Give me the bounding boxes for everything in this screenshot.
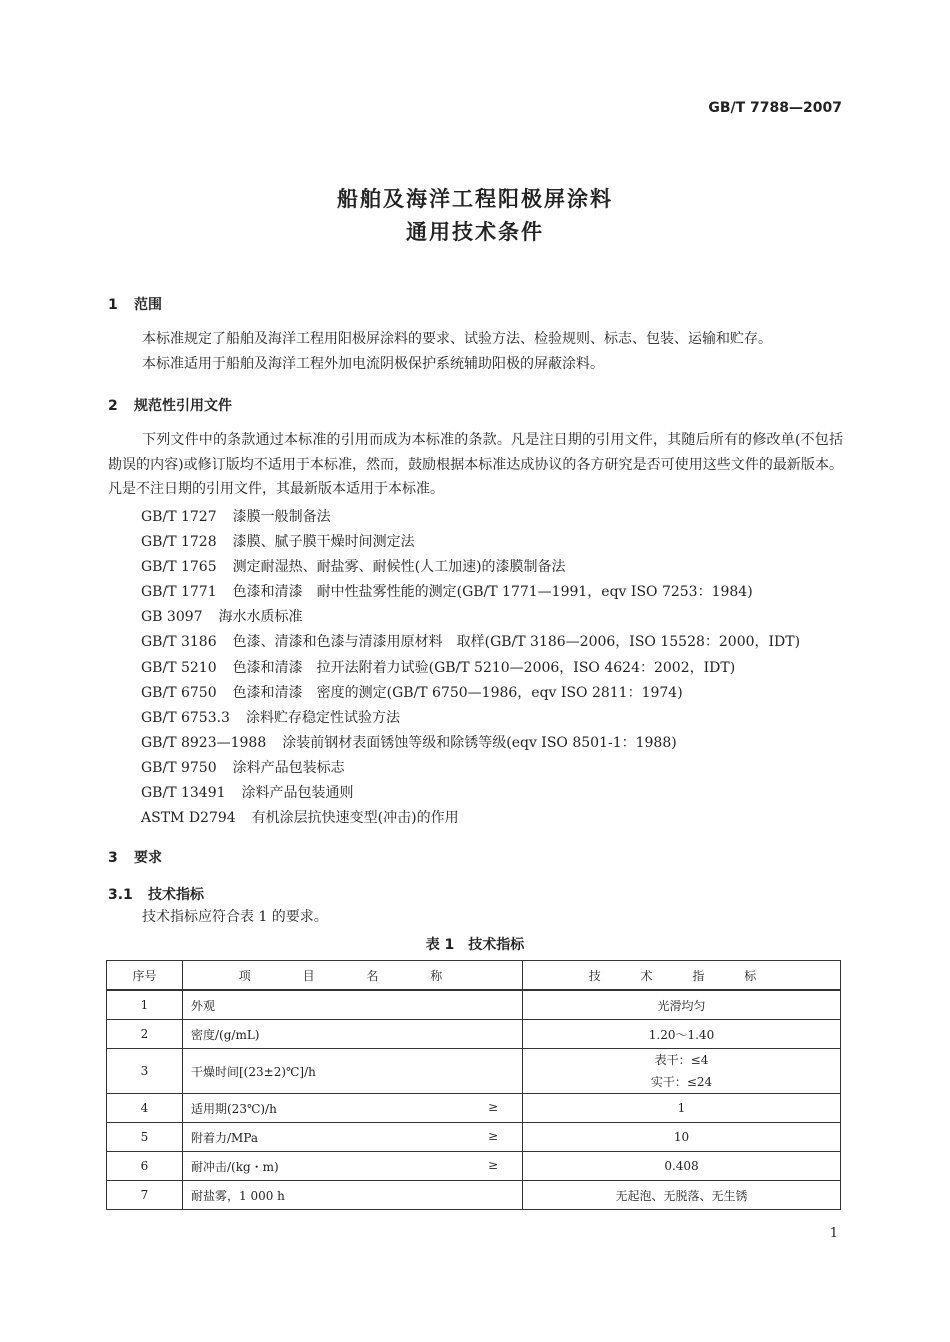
subsection-3-1-heading xyxy=(108,884,204,904)
table-row: 5 附着力/MPa ≥ 10 xyxy=(107,1123,841,1152)
section-2-heading xyxy=(108,395,232,415)
section-2-body xyxy=(108,428,843,502)
section-1-body xyxy=(108,327,843,376)
page-number: 1 xyxy=(829,1226,838,1241)
reference-item: GB/T 9750 涂料产品包装标志 xyxy=(141,759,345,776)
section-number: 1 xyxy=(108,297,118,313)
reference-item: GB/T 1727 漆膜一般制备法 xyxy=(141,509,331,525)
normative-references-list xyxy=(141,505,800,831)
reference-item: GB/T 5210 色漆和清漆 拉开法附着力试验(GB/T 5210—2006，ISO 4624：2002，IDT) xyxy=(141,659,736,676)
table-row: 2 密度/(g/mL) 1.20～1.40 xyxy=(107,1020,841,1049)
reference-item: GB/T 1771 色漆和清漆 耐中性盐雾性能的测定(GB/T 1771—1991，eqv ISO 7253：1984) xyxy=(141,584,753,601)
section-title: 规范性引用文件 xyxy=(134,398,232,414)
header-no: 序号 xyxy=(107,961,183,991)
document-title-line1: 船舶及海洋工程阳极屏涂料 xyxy=(337,187,613,211)
reference-item: GB/T 1728 漆膜、腻子膜干燥时间测定法 xyxy=(141,534,415,551)
reference-item: GB/T 6753.3 涂料贮存稳定性试验方法 xyxy=(141,709,400,726)
document-title-line2: 通用技术条件 xyxy=(406,220,544,244)
section-title: 范围 xyxy=(134,297,162,313)
reference-item: GB/T 13491 涂料产品包装通则 xyxy=(141,785,354,802)
reference-item: GB/T 8923—1988 涂装前钢材表面锈蚀等级和除锈等级(eqv ISO 8501-1：1988) xyxy=(141,734,677,751)
section-3-heading xyxy=(108,847,162,867)
paragraph: 下列文件中的条款通过本标准的引用而成为本标准的条款。凡是注日期的引用文件，其随后所有的修改单(不包括勘误的内容)或修订版均不适用于本标准，然而，鼓励根据本标准达成协议的各方研究是否可使用这些文件的最新版本。凡是不注日期的引用文件，其最新版本适用于本标准。 xyxy=(108,432,843,497)
reference-item: ASTM D2794 有机涂层抗快速变型(冲击)的作用 xyxy=(141,810,459,827)
subsection-3-1-body xyxy=(108,905,843,930)
standard-code: GB/T 7788—2007 xyxy=(708,100,842,116)
reference-item: GB/T 6750 色漆和清漆 密度的测定(GB/T 6750—1986，eqv ISO 2811：1974) xyxy=(141,684,683,701)
table-row: 6 耐冲击/(kg・m) ≥ 0.408 xyxy=(107,1152,841,1181)
section-title: 要求 xyxy=(134,850,162,866)
technical-indicators-table xyxy=(106,960,841,1210)
table-caption: 表 1 技术指标 xyxy=(425,937,525,953)
table-row: 3 干燥时间[(23±2)℃]/h 表干：≤4 实干：≤24 xyxy=(107,1049,841,1094)
header-indicator: 技 术 指 标 xyxy=(523,961,841,991)
table-row: 1 外观 光滑均匀 xyxy=(107,990,841,1020)
table-row: 7 耐盐雾，1 000 h 无起泡、无脱落、无生锈 xyxy=(107,1181,841,1210)
reference-item: GB 3097 海水水质标准 xyxy=(141,609,303,626)
paragraph: 技术指标应符合表 1 的要求。 xyxy=(142,909,328,925)
subsection-title: 技术指标 xyxy=(148,887,204,903)
reference-item: GB/T 3186 色漆、清漆和色漆与清漆用原材料 取样(GB/T 3186—2006，ISO 15528：2000，IDT) xyxy=(141,634,801,651)
section-1-heading xyxy=(108,294,162,314)
section-number: 3 xyxy=(108,850,118,866)
paragraph: 本标准规定了船舶及海洋工程用阳极屏涂料的要求、试验方法、检验规则、标志、包装、运输和贮存。 xyxy=(142,331,772,347)
header-item-name: 项 目 名 称 xyxy=(183,961,523,991)
subsection-number: 3.1 xyxy=(108,887,133,903)
table-row: 4 适用期(23℃)/h ≥ 1 xyxy=(107,1094,841,1123)
paragraph: 本标准适用于船舶及海洋工程外加电流阴极保护系统辅助阳极的屏蔽涂料。 xyxy=(142,355,604,372)
reference-item: GB/T 1765 测定耐湿热、耐盐雾、耐候性(人工加速)的漆膜制备法 xyxy=(141,559,566,576)
section-number: 2 xyxy=(108,398,118,414)
table-header-row xyxy=(107,961,841,991)
